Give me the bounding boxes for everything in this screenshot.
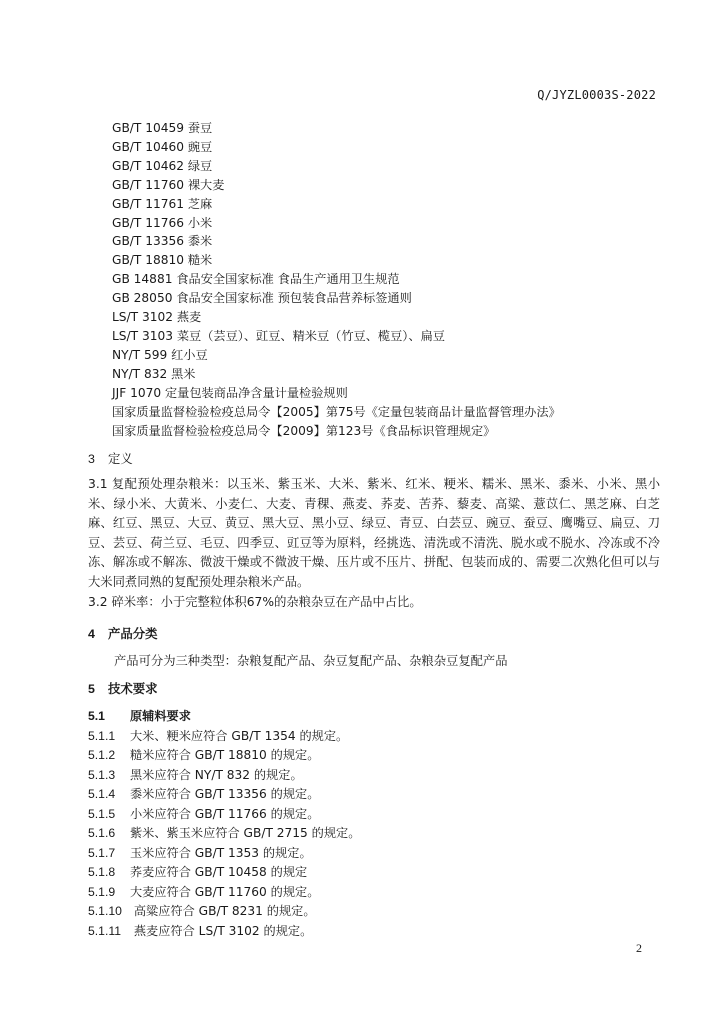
- item-number: 5.1.1: [88, 728, 116, 743]
- reference-item: GB/T 10460 豌豆: [112, 139, 213, 154]
- section-number: 4: [88, 627, 95, 641]
- item-number: 5.1.7: [88, 845, 116, 860]
- requirement-item: [88, 785, 648, 805]
- section-5-heading: [88, 679, 158, 697]
- product-classification-text: 产品可分为三种类型：杂粮复配产品、杂豆复配产品、杂粮杂豆复配产品: [114, 654, 508, 668]
- section-title: 技术要求: [108, 681, 158, 696]
- section-4-heading: [88, 624, 158, 642]
- requirement-item: [88, 863, 648, 883]
- item-text: 原辅料要求: [130, 709, 191, 723]
- item-number: 5.1.2: [88, 748, 116, 762]
- technical-requirements-list: [88, 707, 648, 941]
- item-text: 高粱应符合 GB/T 8231 的规定。: [130, 904, 316, 918]
- reference-item: LS/T 3102 燕麦: [112, 310, 202, 325]
- definition-3-2: 3.2 碎米率：小于完整粒体积67%的杂粮杂豆在产品中占比。: [88, 595, 422, 609]
- requirement-item: [88, 902, 648, 922]
- item-number: 5.1.6: [88, 826, 116, 840]
- section-number: 5: [88, 682, 95, 696]
- reference-item: GB/T 10462 绿豆: [112, 158, 213, 173]
- section-title: 定义: [108, 451, 133, 466]
- requirement-item: [88, 707, 648, 727]
- requirement-item: [88, 844, 648, 864]
- section-number: 3: [88, 452, 95, 466]
- reference-item: 国家质量监督检验检疫总局令【2005】第75号《定量包装商品计量监督管理办法》: [112, 404, 561, 419]
- reference-item: NY/T 832 黑米: [112, 366, 196, 381]
- item-number: 5.1.10: [88, 904, 122, 918]
- requirement-item: [88, 766, 648, 786]
- reference-item: GB/T 18810 糙米: [112, 253, 213, 268]
- item-number: 5.1.8: [88, 865, 116, 879]
- reference-item: LS/T 3103 菜豆（芸豆）、豇豆、精米豆（竹豆、榄豆）、扁豆: [112, 328, 445, 343]
- reference-item: GB 14881 食品安全国家标准 食品生产通用卫生规范: [112, 272, 400, 287]
- section-3-heading: [88, 449, 133, 467]
- reference-item: NY/T 599 红小豆: [112, 347, 208, 362]
- item-text: 荞麦应符合 GB/T 10458 的规定: [130, 865, 308, 879]
- requirement-item: [88, 727, 648, 747]
- item-text: 黍米应符合 GB/T 13356 的规定。: [130, 787, 320, 801]
- item-text: 糙米应符合 GB/T 18810 的规定。: [130, 748, 320, 762]
- item-number: 5.1: [88, 709, 105, 723]
- item-number: 5.1.11: [88, 923, 121, 938]
- document-code: Q/JYZL0003S-2022: [537, 88, 656, 102]
- item-number: 5.1.4: [88, 787, 116, 801]
- reference-item: GB/T 11760 裸大麦: [112, 177, 225, 192]
- requirement-item: [88, 746, 648, 766]
- requirement-item: [88, 883, 648, 903]
- item-text: 黑米应符合 NY/T 832 的规定。: [130, 767, 303, 782]
- item-number: 5.1.3: [88, 767, 116, 782]
- item-text: 大麦应符合 GB/T 11760 的规定。: [130, 884, 320, 899]
- item-number: 5.1.5: [88, 806, 116, 821]
- item-text: 紫米、紫玉米应符合 GB/T 2715 的规定。: [130, 826, 361, 840]
- reference-item: GB/T 10459 蚕豆: [112, 121, 213, 135]
- item-number: 5.1.9: [88, 884, 116, 899]
- reference-item: JJF 1070 定量包装商品净含量计量检验规则: [112, 385, 348, 400]
- requirement-item: [88, 922, 648, 942]
- item-text: 小米应符合 GB/T 11766 的规定。: [130, 806, 320, 821]
- item-text: 燕麦应符合 LS/T 3102 的规定。: [130, 923, 313, 938]
- section-title: 产品分类: [108, 626, 158, 641]
- item-text: 大米、粳米应符合 GB/T 1354 的规定。: [130, 728, 349, 743]
- requirement-item: [88, 805, 648, 825]
- reference-item: 国家质量监督检验检疫总局令【2009】第123号《食品标识管理规定》: [112, 423, 496, 438]
- page-number: 2: [636, 941, 642, 955]
- reference-item: GB/T 13356 黍米: [112, 234, 213, 249]
- reference-item: GB/T 11761 芝麻: [112, 196, 213, 211]
- requirement-item: [88, 824, 648, 844]
- definition-3-1: 3.1 复配预处理杂粮米：以玉米、紫玉米、大米、紫米、红米、粳米、糯米、黑米、黍米、小米、黑小米、绿小米、大黄米、小麦仁、大麦、青稞、燕麦、荞麦、苦荞、藜麦、高粱、薏苡仁、黑芝麻、白芝麻、红豆、黑豆、大豆、黄豆、黑大豆、黑小豆、绿豆、青豆、白芸豆、豌豆、蚕豆、鹰嘴豆、扁豆、刀豆、芸豆、荷兰豆、毛豆、四季豆、豇豆等为原料，经挑选、清洗或不清洗、脱水或不脱水、冷冻或不冷冻、解冻或不解冻、微波干燥或不微波干燥、压片或不压片、拼配、包装而成的、需要二次熟化但可以与大米同煮同熟的复配预处理杂粮米产品。: [88, 477, 660, 589]
- reference-item: GB/T 11766 小米: [112, 215, 213, 230]
- normative-references-list: [112, 119, 672, 440]
- item-text: 玉米应符合 GB/T 1353 的规定。: [130, 845, 312, 860]
- reference-item: GB 28050 食品安全国家标准 预包装食品营养标签通则: [112, 291, 412, 306]
